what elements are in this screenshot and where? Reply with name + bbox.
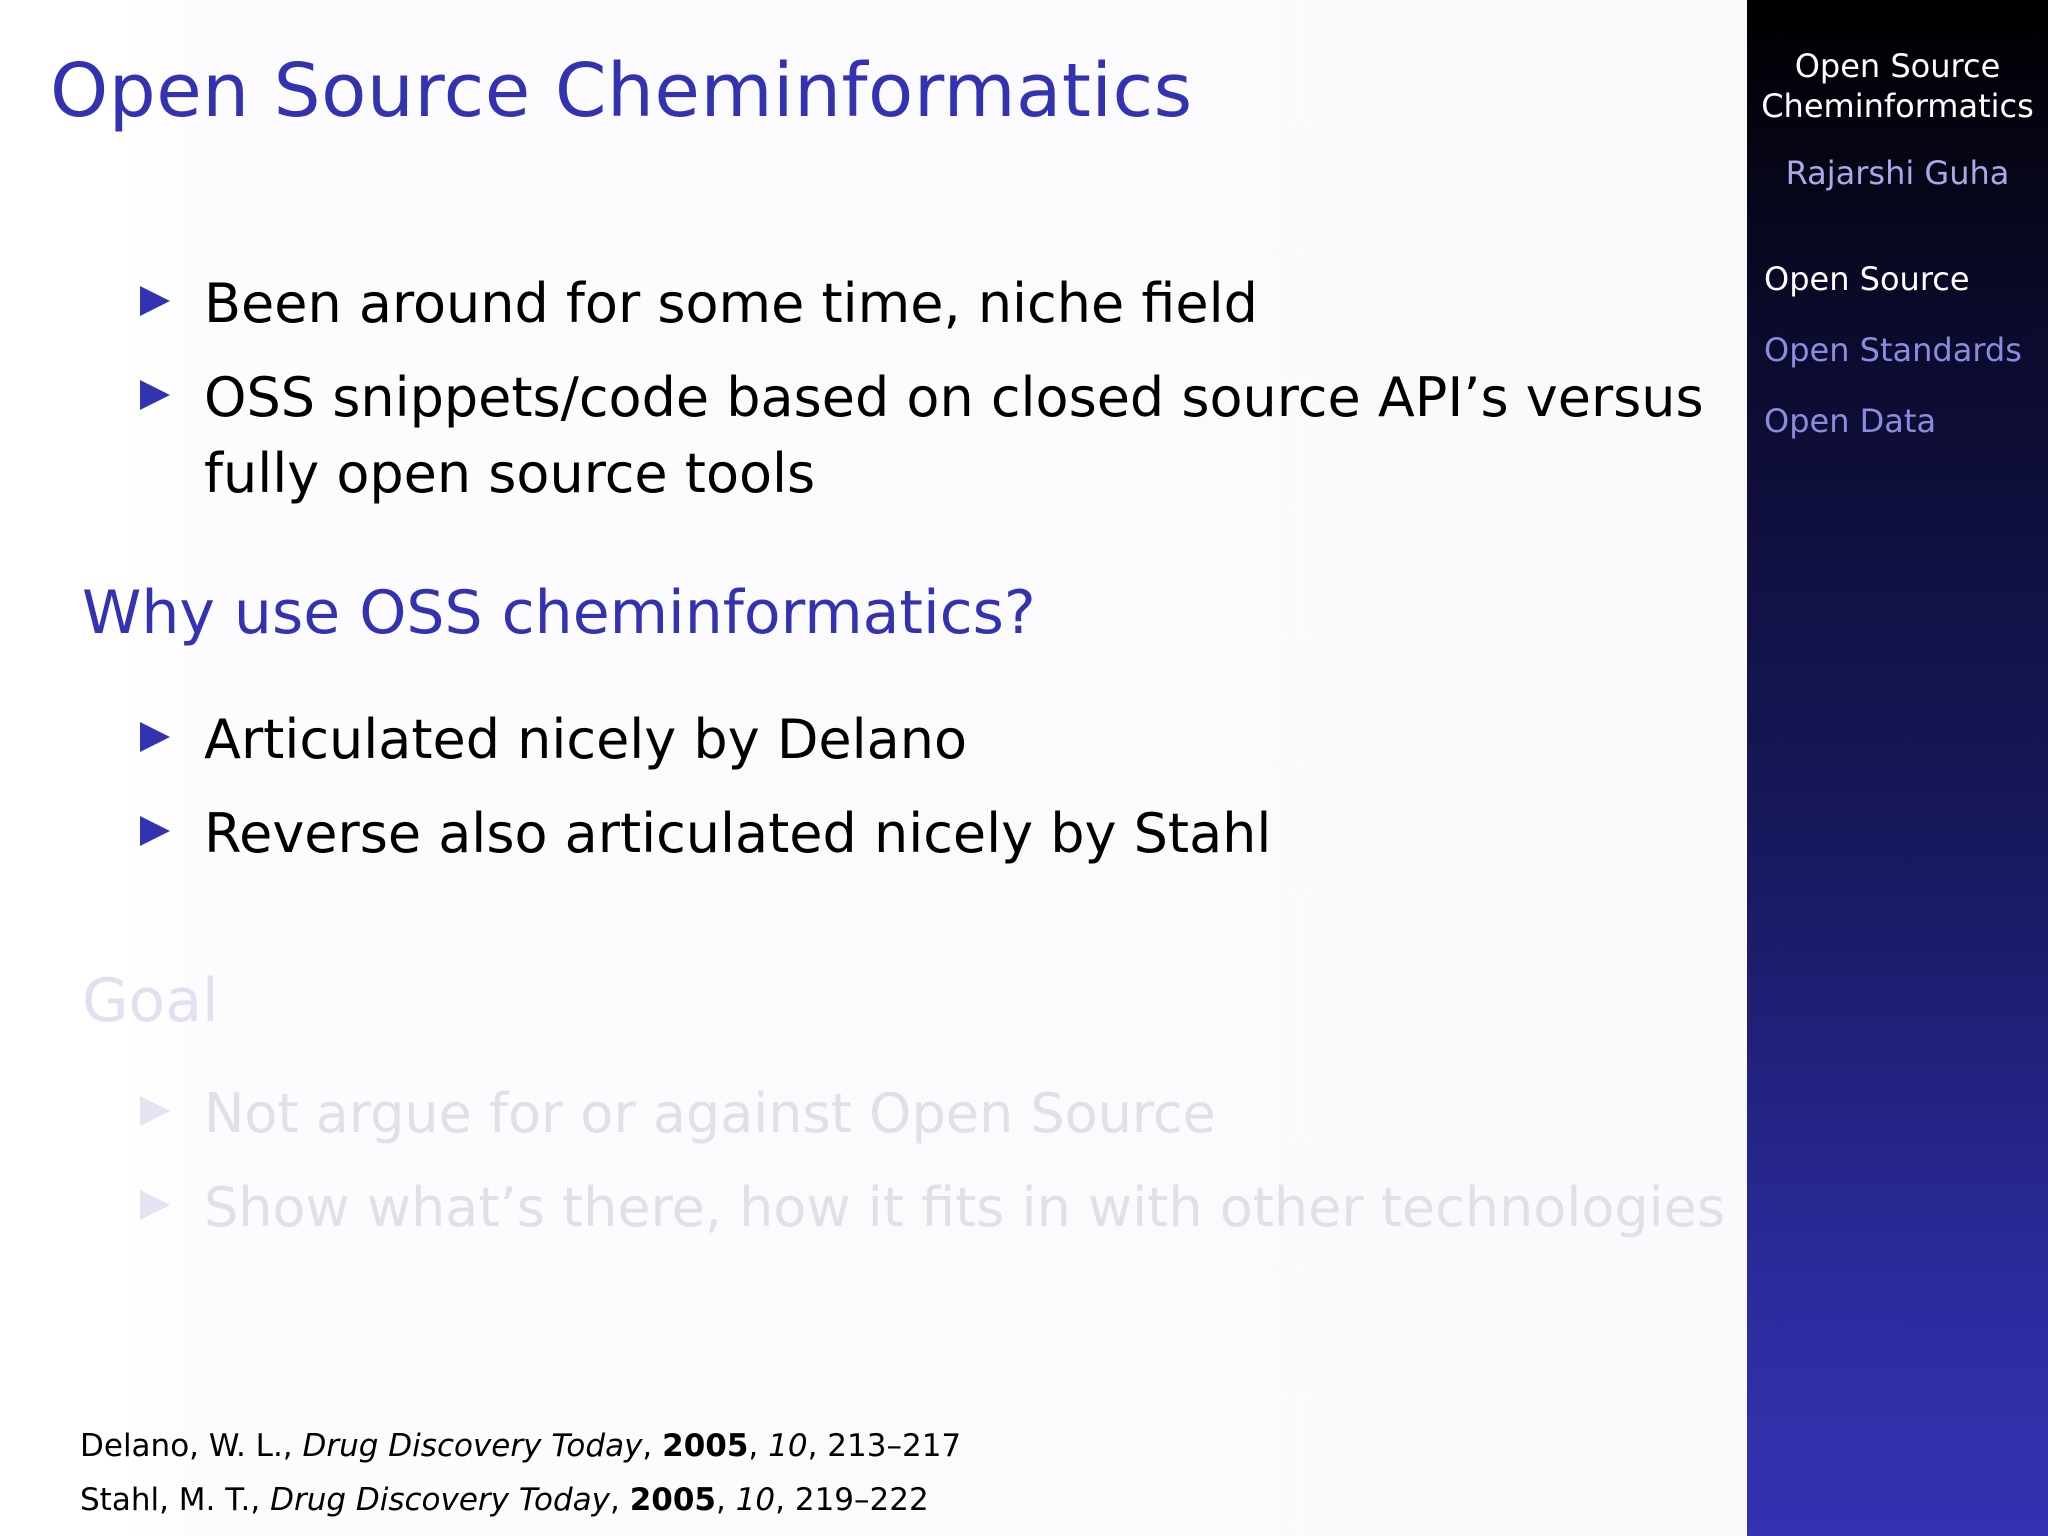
- block-title-why: Why use OSS cheminformatics?: [82, 578, 1036, 648]
- list-item-text: OSS snippets/code based on closed source API’s versus: [204, 366, 1704, 429]
- reference-volume: 10: [768, 1428, 808, 1464]
- slide-title: Open Source Cheminformatics: [50, 48, 1193, 134]
- reference-pages: , 219–222: [775, 1482, 929, 1518]
- reference-citation: Delano, W. L., Drug Discovery Today, 2005, 10, 213–217: [80, 1428, 962, 1464]
- sidebar-presentation-title-line2[interactable]: Cheminformatics: [1761, 87, 2034, 125]
- list-item-text: Not argue for or against Open Source: [204, 1082, 1216, 1145]
- sidebar: [1747, 0, 2048, 1536]
- list-item-text: Been around for some time, niche field: [204, 272, 1258, 335]
- reference-journal: Drug Discovery Today: [302, 1428, 643, 1464]
- block-title-goal: Goal: [82, 966, 219, 1036]
- reference-journal: Drug Discovery Today: [270, 1482, 610, 1518]
- reference-pages: , 213–217: [807, 1428, 962, 1464]
- triangle-bullet-icon: [140, 816, 170, 846]
- reference-volume: 10: [735, 1482, 776, 1518]
- reference-year: 2005: [629, 1482, 716, 1518]
- list-item-text: Articulated nicely by Delano: [204, 708, 967, 771]
- reference-year: 2005: [662, 1428, 749, 1464]
- sidebar-item-open-source[interactable]: Open Source: [1764, 260, 1970, 298]
- sidebar-item-open-standards[interactable]: Open Standards: [1764, 331, 2022, 369]
- triangle-bullet-icon: [140, 286, 170, 316]
- triangle-bullet-icon: [140, 722, 170, 752]
- reference-authors: Delano, W. L.,: [80, 1428, 303, 1464]
- reference-authors: Stahl, M. T.,: [80, 1482, 271, 1518]
- list-item-text: Show what’s there, how it fits in with other technologies: [204, 1176, 1725, 1239]
- triangle-bullet-icon: [140, 1096, 170, 1126]
- reference-citation: Stahl, M. T., Drug Discovery Today, 2005, 10, 219–222: [80, 1482, 929, 1518]
- triangle-bullet-icon: [140, 1190, 170, 1220]
- list-item-text: fully open source tools: [204, 442, 816, 505]
- list-item-text: Reverse also articulated nicely by Stahl: [204, 802, 1272, 865]
- sidebar-author[interactable]: Rajarshi Guha: [1785, 154, 2010, 192]
- sidebar-presentation-title[interactable]: Open Source: [1794, 47, 2001, 85]
- sidebar-item-open-data[interactable]: Open Data: [1764, 402, 1937, 440]
- triangle-bullet-icon: [140, 380, 170, 410]
